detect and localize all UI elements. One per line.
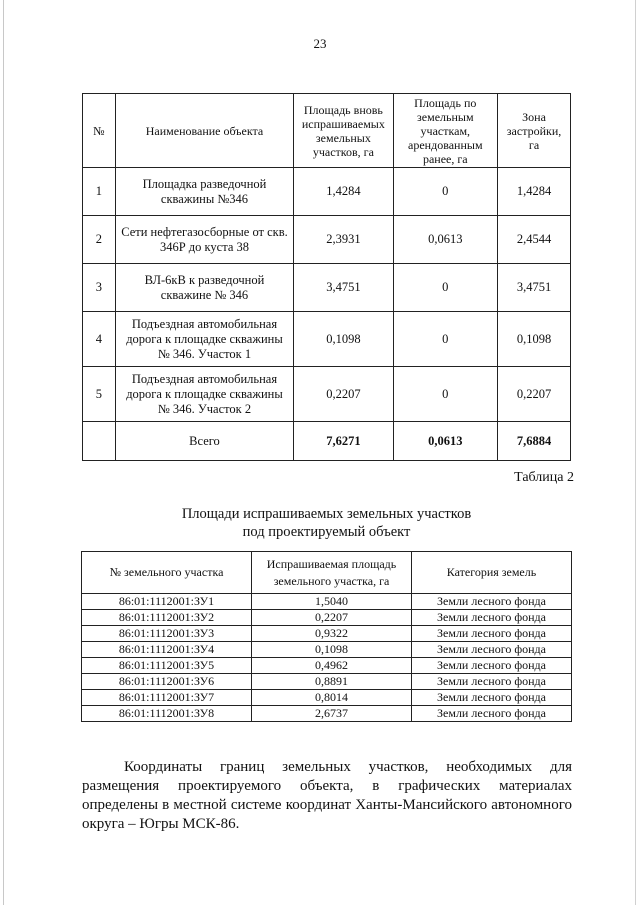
table-row	[82, 610, 572, 626]
cell-plot-id: 86:01:1112001:ЗУ7	[82, 690, 252, 706]
cell-rented-area: 0	[393, 168, 498, 216]
objects-area-table	[82, 93, 571, 461]
cell-zone: 2,4544	[498, 216, 571, 264]
cell-category: Земли лесного фонда	[412, 706, 572, 722]
total-new-area: 7,6271	[294, 422, 393, 461]
cell-zone: 3,4751	[498, 264, 571, 312]
cell-empty	[83, 422, 116, 461]
table-row	[82, 674, 572, 690]
cell-category: Земли лесного фонда	[412, 674, 572, 690]
cell-name: Площадка разведочной скважины №346	[115, 168, 294, 216]
page-number: 23	[313, 36, 327, 51]
cell-name: Подъездная автомобильная дорога к площадке скважины № 346. Участок 1	[115, 312, 294, 367]
cell-plot-id: 86:01:1112001:ЗУ5	[82, 658, 252, 674]
scan-edge-right	[635, 0, 636, 905]
cell-plot-id: 86:01:1112001:ЗУ6	[82, 674, 252, 690]
cell-rented-area: 0	[393, 367, 498, 422]
table-row	[82, 626, 572, 642]
cell-plot-id: 86:01:1112001:ЗУ1	[82, 594, 252, 610]
cell-zone: 0,2207	[498, 367, 571, 422]
cell-plot-id: 86:01:1112001:ЗУ8	[82, 706, 252, 722]
table-row	[82, 690, 572, 706]
table-row	[82, 658, 572, 674]
cell-name: ВЛ-6кВ к разведочной скважине № 346	[115, 264, 294, 312]
total-zone: 7,6884	[498, 422, 571, 461]
table-row	[83, 264, 571, 312]
table-row	[83, 168, 571, 216]
caption-line-2: под проектируемый объект	[242, 524, 411, 540]
header-plot-number: № земельного участка	[82, 552, 252, 594]
cell-new-area: 0,1098	[294, 312, 393, 367]
table-row	[83, 216, 571, 264]
cell-area: 0,1098	[252, 642, 412, 658]
cell-rented-area: 0	[393, 264, 498, 312]
cell-area: 2,6737	[252, 706, 412, 722]
header-object-name: Наименование объекта	[115, 94, 294, 168]
cell-area: 1,5040	[252, 594, 412, 610]
table2-label: Таблица 2	[514, 470, 574, 485]
cell-area: 0,2207	[252, 610, 412, 626]
header-land-category: Категория земель	[412, 552, 572, 594]
cell-rented-area: 0,0613	[393, 216, 498, 264]
header-new-area: Площадь вновь испрашиваемых земельных участков, га	[294, 94, 393, 168]
header-requested-area: Испрашиваемая площадь земельного участка, га	[252, 552, 412, 594]
cell-new-area: 0,2207	[294, 367, 393, 422]
cell-category: Земли лесного фонда	[412, 610, 572, 626]
table-row	[83, 367, 571, 422]
cell-plot-id: 86:01:1112001:ЗУ2	[82, 610, 252, 626]
cell-zone: 1,4284	[498, 168, 571, 216]
cell-area: 0,9322	[252, 626, 412, 642]
cell-rented-area: 0	[393, 312, 498, 367]
scan-edge-left	[3, 0, 4, 905]
table-row	[82, 706, 572, 722]
caption-line-1: Площади испрашиваемых земельных участков	[181, 506, 472, 522]
cell-new-area: 2,3931	[294, 216, 393, 264]
table2-caption	[82, 505, 571, 541]
table-header-row	[83, 94, 571, 168]
cell-number: 2	[83, 216, 116, 264]
cell-category: Земли лесного фонда	[412, 626, 572, 642]
cell-category: Земли лесного фонда	[412, 642, 572, 658]
cell-category: Земли лесного фонда	[412, 690, 572, 706]
cell-plot-id: 86:01:1112001:ЗУ3	[82, 626, 252, 642]
header-number: №	[83, 94, 116, 168]
cell-name: Сети нефтегазосборные от скв. 346Р до куста 38	[115, 216, 294, 264]
cell-new-area: 3,4751	[294, 264, 393, 312]
coordinates-paragraph: Координаты границ земельных участков, необходимых для размещения проектируемого объекта, в графических материалах определены в местной системе координат Ханты-Мансийского автономного округа – Югры МСК-86.	[82, 759, 572, 832]
cell-area: 0,8891	[252, 674, 412, 690]
land-plots-table	[81, 551, 572, 722]
table-total-row	[83, 422, 571, 461]
cell-category: Земли лесного фонда	[412, 594, 572, 610]
cell-number: 3	[83, 264, 116, 312]
header-zone: Зона застройки, га	[498, 94, 571, 168]
table-row	[82, 642, 572, 658]
table-row	[83, 312, 571, 367]
table-row	[82, 594, 572, 610]
cell-new-area: 1,4284	[294, 168, 393, 216]
table-header-row	[82, 552, 572, 594]
header-rented-area: Площадь по земельным участкам, арендованным ранее, га	[393, 94, 498, 168]
cell-zone: 0,1098	[498, 312, 571, 367]
cell-name: Подъездная автомобильная дорога к площадке скважины № 346. Участок 2	[115, 367, 294, 422]
total-label: Всего	[115, 422, 294, 461]
cell-number: 1	[83, 168, 116, 216]
cell-plot-id: 86:01:1112001:ЗУ4	[82, 642, 252, 658]
cell-number: 4	[83, 312, 116, 367]
cell-number: 5	[83, 367, 116, 422]
cell-category: Земли лесного фонда	[412, 658, 572, 674]
cell-area: 0,8014	[252, 690, 412, 706]
total-rented-area: 0,0613	[393, 422, 498, 461]
cell-area: 0,4962	[252, 658, 412, 674]
